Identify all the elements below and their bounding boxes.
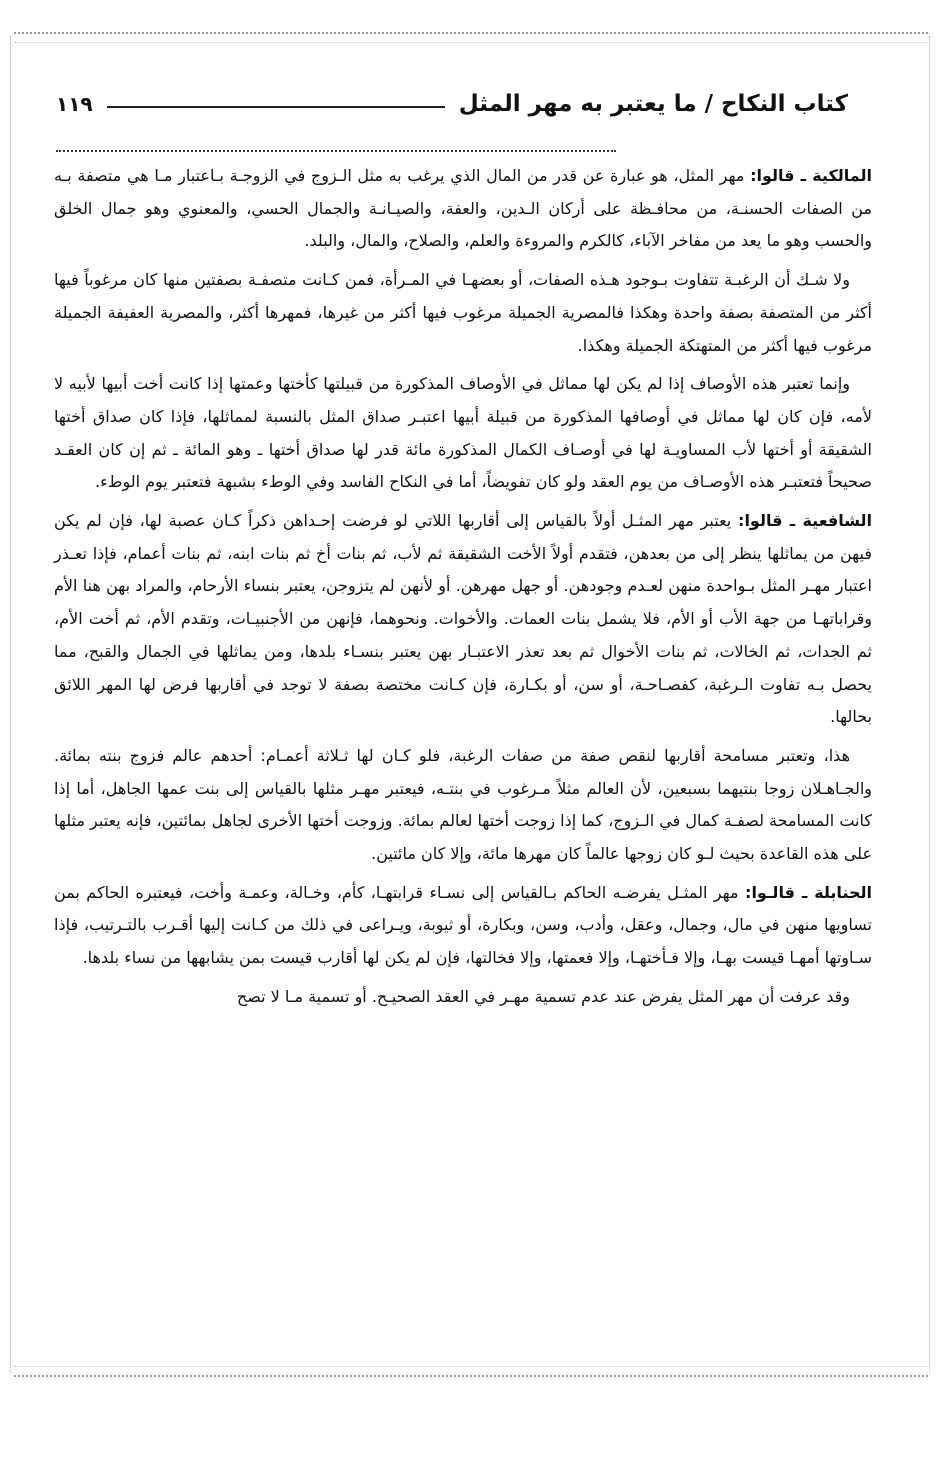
page-body — [54, 160, 872, 1020]
page-header — [56, 84, 848, 124]
right-decorative-border — [926, 36, 930, 1372]
school-heading-hanabila: الحنابلة ـ قالـوا: — [745, 882, 872, 902]
page-number: ١١٩ — [56, 92, 93, 116]
top-decorative-border — [14, 32, 928, 43]
paragraph-text: هذا، وتعتبر مسامحة أقاربها لنقص صفة من صفات الرغبة، فلو كـان لها ثـلاثة أعمـام: أحدهم عالم فزوج بنته بمائة. والجـاهـلان زوجا بنتيهما بسبعين، لأن العالم مثلاً مـرغوب في بنتـه، فيعتبر مهـر مثلها بالقياس إلى بنت عمها الجاهل، أما إذا كانت المسامحة لصفـة كمال في الـزوج، كما إذا زوجت أختها لعالم بمائة. وزوجت أختها الأخرى لجاهل بمائتين، فإنه يعتبر مثلها على هذه القاعدة بحيث لـو كان زوجها عالماً كان مهرها مائة، وإلا كان مائتين. — [54, 745, 872, 864]
left-decorative-border — [10, 36, 14, 1372]
paragraph-text: مهر المثل، هو عبارة عن قدر من المال الذي يرغب به مثل الـزوج في الزوجـة بـاعتبار مـا هي متصفة بـه من الصفات الحسنـة، من محافـظة على أركان الـدين، والعفة، والصيـانـة والجمال الحسي، والمعنوي وهو جمال الخلق والحسب وهو ما يعد من مفاخر الآباء، كالكرم والمروءة والعلم، والصلاح، والمال، والبلد. — [54, 166, 872, 251]
paragraph-malikiyya — [54, 160, 872, 258]
header-rule — [107, 106, 445, 108]
header-dotted-rule — [56, 150, 616, 152]
paragraph-shafiiyya — [54, 505, 872, 734]
bottom-decorative-border — [14, 1366, 928, 1377]
school-heading-shafiiyya: الشافعية ـ قالوا: — [738, 511, 872, 531]
paragraph-tolerance — [54, 740, 872, 871]
paragraph-text: وإنما تعتبر هذه الأوصاف إذا لم يكن لها مماثل في الأوصاف المذكورة من قبيلتها كأختها وعمتها إذا كانت أخت أبيها لأبيه لا لأمه، فإن كان لها مماثل في أوصافها المذكورة من قبيلة أبيها اعتبـر صداق المثل بالنسبة لمماثلها، فإذا كان صداق أختها الشقيقة أو أختها لأب المساويـة لها في أوصـاف الكمال المذكورة مائة قدر لها صداق أختها ـ وهو المائة ـ ثم إن كان العقـد صحيحاً فتعتبـر هذه الأوصـاف من يوم العقد ولو كان تفويضاً، أما في النكاح الفاسد وفي الوطء بشبهة فتعتبر يوم الوطء. — [54, 374, 872, 492]
paragraph-desirability — [54, 264, 872, 362]
paragraph-peer-bride — [54, 368, 872, 499]
paragraph-text: يعتبر مهر المثـل أولاً بالقياس إلى أقاربها اللاتي لو فرضت إحـداهن ذكراً كـان عصبة لها، فإن لم يكن فيهن من يماثلها ينظر إلى من بعدهن، فتقدم أولاً الأخت الشقيقة ثم لأب، ثم بنات أخ ثم بنات ابنه، ثم بنات أعمام، فإذا تعـذر اعتبار مهـر المثل بـواحدة منهن لعـدم وجودهن. أو جهل مهرهن. أو لأنهن لم يتزوجن، يعتبر بنساء الأرحام، والمراد بهن هنا الأم وقراباتهـا من جهة الأب أو الأم، فلا يشمل بنات العمات. والأخوات. ونحوهما، فإنهن من الأجنبيـات، وتقدم الأم، ثم أخت الأم، ثم الجدات، ثم الخالات، ثم بنات الأخوال ثم بعد تعذر الاعتبـار بهن يعتبر بنسـاء بلدها، ومن يماثلها في الجمال والقبح، مما يحصل بـه تفاوت الـرغبة، كفصـاحـة، أو سن، أو بكـارة، فإن كـانت مختصة بصفة لا توجد في أقاربها فرض لها المهر اللائق بحالها. — [54, 511, 872, 727]
paragraph-closing — [54, 981, 872, 1014]
paragraph-text: ولا شـك أن الرغبـة تتفاوت بـوجود هـذه الصفات، أو بعضهـا في المـرأة، فمن كـانت متصفـة بصفتين منها كان مرغوباً فيها أكثر من المتصفة بصفة واحدة وهكذا فالمصرية الجميلة مرغوب فيها أكثر من غيرها، فمهرها أكثر، والمصرية العفيفة الجميلة مرغوب فيها أكثر من المتهتكة الجميلة وهكذا. — [54, 270, 872, 355]
paragraph-hanabila — [54, 877, 872, 975]
running-title: كتاب النكاح / ما يعتبر به مهر المثل — [458, 91, 848, 117]
paragraph-text: مهر المثـل يفرضـه الحاكم بـالقياس إلى نسـاء قرابتهـا، كأم، وخـالة، وعمـة وأخت، فيعتبره الحاكم بمن تساويها منهن في مال، وجمال، وعقل، وأدب، وسن، وبكارة، أو ثيوبة، ويـراعى في ذلك من كـانت إليها أقـرب بالتـرتيب، فإذا سـاوتها أمهـا قيست بهـا، وإلا فـأختهـا، وإلا فعمتها، وإلا فخالتها، فإن لم يكن لها أقارب قيست بمن يشابهها من نساء بلدها. — [54, 882, 872, 968]
school-heading-malikiyya: المالكية ـ قالوا: — [750, 166, 872, 185]
paragraph-text: وقد عرفت أن مهر المثل يفرض عند عدم تسمية مهـر في العقد الصحيـح. أو تسمية مـا لا تصح — [236, 986, 850, 1006]
